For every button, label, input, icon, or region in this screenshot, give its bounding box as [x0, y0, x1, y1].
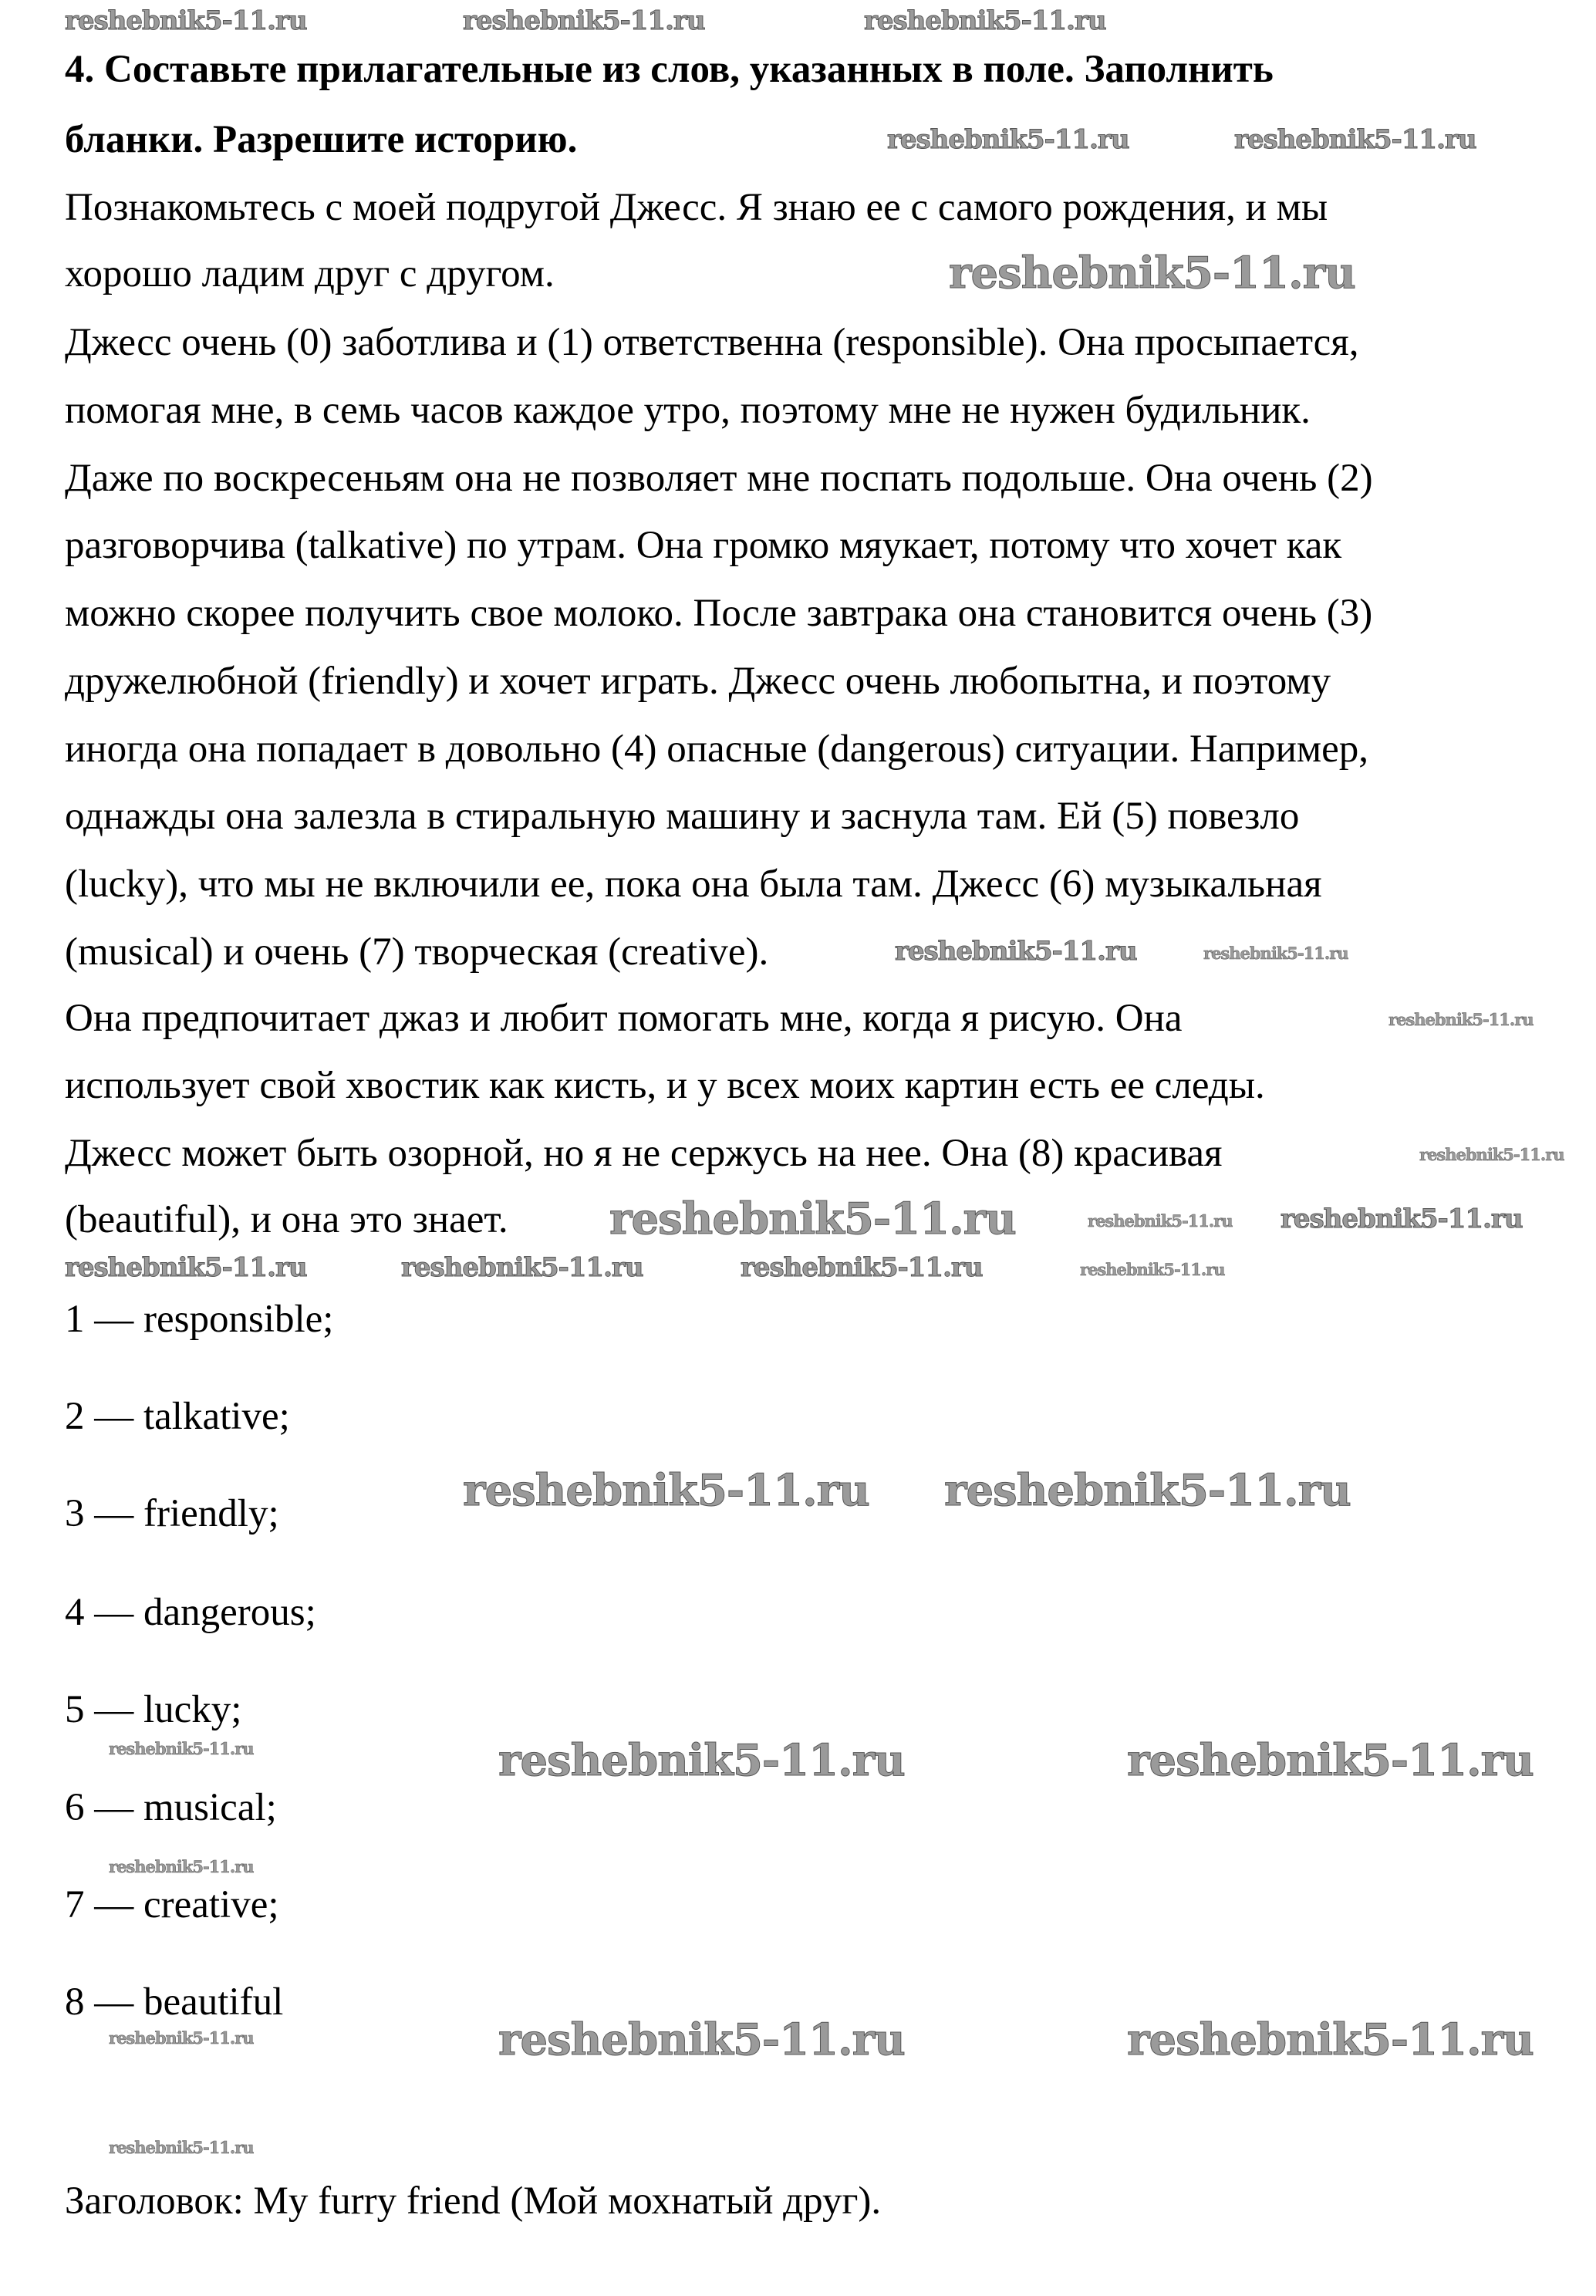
watermark: reshebnik5-11.ru	[109, 2028, 254, 2048]
watermark: reshebnik5-11.ru	[109, 2138, 254, 2157]
watermark: reshebnik5-11.ru	[1127, 2014, 1534, 2065]
watermark: reshebnik5-11.ru	[401, 1252, 643, 1283]
story-line: однажды она залезла в стиральную машину и заснула там. Ей (5) повезло	[65, 795, 1300, 838]
story-line: иногда она попадает в довольно (4) опасные (dangerous) ситуации. Например,	[65, 728, 1369, 771]
watermark: reshebnik5-11.ru	[1080, 1260, 1225, 1279]
watermark: reshebnik5-11.ru	[741, 1252, 983, 1283]
story-line: можно скорее получить свое молоко. После завтрака она становится очень (3)	[65, 592, 1373, 635]
watermark: reshebnik5-11.ru	[609, 1194, 1016, 1244]
watermark: reshebnik5-11.ru	[498, 2014, 905, 2065]
task-title-line: 4. Составьте прилагательные из слов, указанных в поле. Заполнить	[65, 48, 1274, 91]
watermark: reshebnik5-11.ru	[65, 5, 307, 36]
story-line: использует свой хвостик как кисть, и у всех моих картин есть ее следы.	[65, 1064, 1265, 1107]
answer-item: 7 — creative;	[65, 1883, 279, 1926]
story-line: дружелюбной (friendly) и хочет играть. Джесс очень любопытна, и поэтому	[65, 660, 1331, 703]
story-line: Джесс очень (0) заботлива и (1) ответственна (responsible). Она просыпается,	[65, 321, 1359, 364]
watermark: reshebnik5-11.ru	[109, 1739, 254, 1758]
answer-item: 1 — responsible;	[65, 1298, 334, 1341]
watermark: reshebnik5-11.ru	[109, 1857, 254, 1876]
answer-item: 5 — lucky;	[65, 1688, 242, 1731]
watermark: reshebnik5-11.ru	[1088, 1211, 1233, 1231]
watermark: reshebnik5-11.ru	[65, 1252, 307, 1283]
watermark: reshebnik5-11.ru	[463, 1465, 869, 1516]
watermark: reshebnik5-11.ru	[887, 124, 1129, 155]
answer-item: 6 — musical;	[65, 1786, 277, 1829]
answer-item: 3 — friendly;	[65, 1492, 279, 1535]
story-line: Она предпочитает джаз и любит помогать мне, когда я рисую. Она	[65, 997, 1183, 1040]
watermark: reshebnik5-11.ru	[949, 248, 1355, 299]
watermark: reshebnik5-11.ru	[895, 936, 1137, 967]
watermark: reshebnik5-11.ru	[463, 5, 705, 36]
story-line: разговорчива (talkative) по утрам. Она громко мяукает, потому что хочет как	[65, 524, 1342, 567]
story-line: хорошо ладим друг с другом.	[65, 252, 555, 295]
story-line: помогая мне, в семь часов каждое утро, поэтому мне не нужен будильник.	[65, 389, 1311, 432]
watermark: reshebnik5-11.ru	[1388, 1010, 1534, 1029]
story-line: (lucky), что мы не включили ее, пока она была там. Джесс (6) музыкальная	[65, 863, 1322, 906]
answer-item: 4 — dangerous;	[65, 1591, 316, 1634]
story-line: (beautiful), и она это знает.	[65, 1198, 508, 1241]
answer-item: 2 — talkative;	[65, 1395, 290, 1438]
watermark: reshebnik5-11.ru	[1127, 1735, 1534, 1786]
watermark: reshebnik5-11.ru	[864, 5, 1106, 36]
task-title-line: бланки. Разрешите историю.	[65, 118, 578, 161]
story-line: Познакомьтесь с моей подругой Джесс. Я знаю ее с самого рождения, и мы	[65, 186, 1328, 229]
story-line: Джесс может быть озорной, но я не сержусь на нее. Она (8) красивая	[65, 1132, 1223, 1175]
heading-answer: Заголовок: My furry friend (Мой мохнатый друг).	[65, 2180, 882, 2223]
story-line: (musical) и очень (7) творческая (creative).	[65, 930, 769, 974]
watermark: reshebnik5-11.ru	[1281, 1204, 1523, 1234]
watermark: reshebnik5-11.ru	[498, 1735, 905, 1786]
answer-item: 8 — beautiful	[65, 1980, 284, 2024]
watermark: reshebnik5-11.ru	[1234, 124, 1476, 155]
watermark: reshebnik5-11.ru	[944, 1465, 1351, 1516]
story-line: Даже по воскресеньям она не позволяет мне поспать подольше. Она очень (2)	[65, 457, 1373, 500]
watermark: reshebnik5-11.ru	[1419, 1145, 1564, 1164]
watermark: reshebnik5-11.ru	[1203, 944, 1348, 963]
